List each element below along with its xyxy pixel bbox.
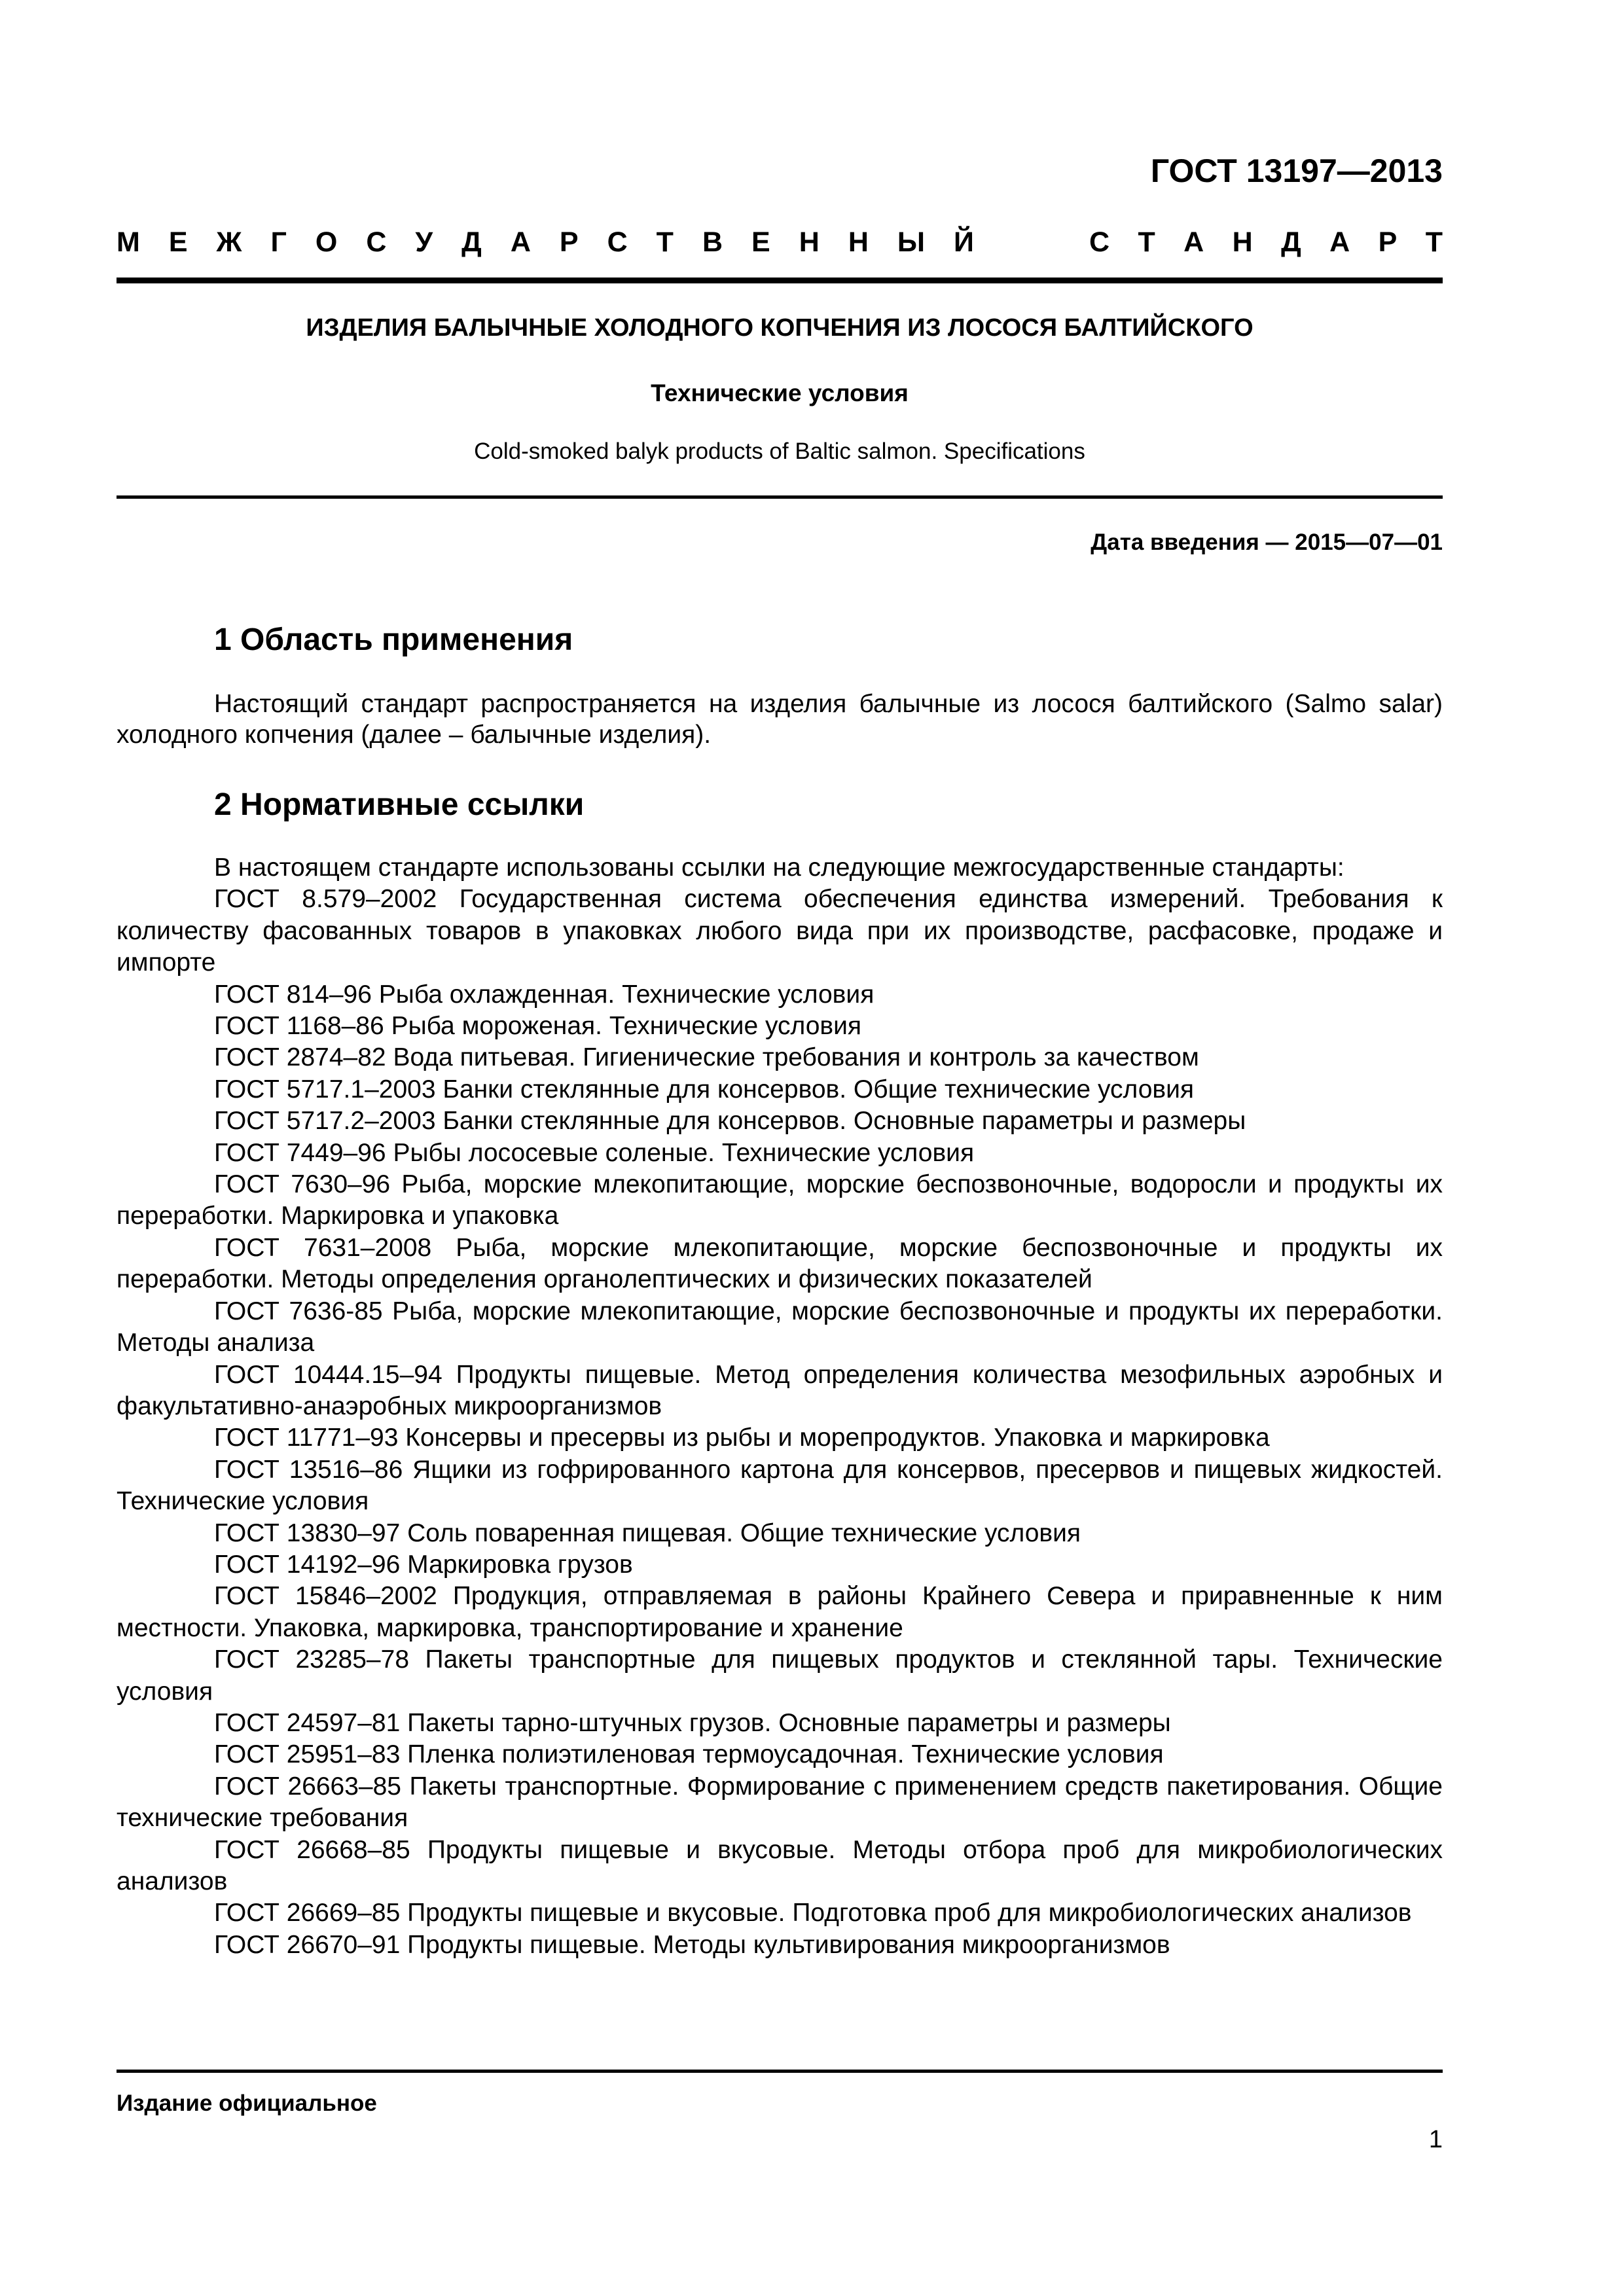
reference-item: ГОСТ 1168–86 Рыба мороженая. Технические условия [214, 1012, 862, 1041]
reference-item: ГОСТ 7630–96 Рыба, морские млекопитающие, морские беспозвоночные, водоросли и продукты их переработки. Маркировка и упаковка [117, 1170, 1443, 1230]
letter: Т [1425, 226, 1443, 258]
edition-label: Издание официальное [117, 2090, 377, 2116]
reference-item: ГОСТ 8.579–2002 Государственная система обеспечения единства измерений. Требования к количеству фасованных товаров в упаковках любого вида при их производстве, расфасовке, продаже и импорте [117, 885, 1443, 977]
title-divider [117, 495, 1443, 499]
section-1-text: Настоящий стандарт распространяется на изделия балычные из лосося балтийского (Salmo salar) холодного копчения (далее – балычные изделия). [117, 690, 1443, 749]
reference-item: ГОСТ 7449–96 Рыбы лососевые соленые. Технические условия [214, 1138, 975, 1167]
letter: Н [1232, 226, 1253, 258]
letter: А [1329, 226, 1350, 258]
letter: А [1183, 226, 1204, 258]
standard-word [1089, 226, 1443, 259]
interstate-standard-label [117, 226, 1443, 259]
letter: У [415, 226, 433, 258]
letter: Д [461, 226, 482, 258]
letter: О [315, 226, 338, 258]
reference-item: ГОСТ 14192–96 Маркировка грузов [214, 1550, 633, 1579]
reference-item: ГОСТ 13516–86 Ящики из гофрированного картона для консервов, пресервов и пищевых жидкостей. Технические условия [117, 1455, 1443, 1516]
letter: С [1089, 226, 1110, 258]
references-intro: В настоящем стандарте использованы ссылки на следующие межгосударственные стандарты: [214, 853, 1344, 882]
letter: Е [751, 226, 770, 258]
page-number: 1 [1428, 2126, 1443, 2153]
letter: М [117, 226, 140, 258]
document-subtitle: Технические условия [651, 380, 909, 406]
document-title: ИЗДЕЛИЯ БАЛЫЧНЫЕ ХОЛОДНОГО КОПЧЕНИЯ ИЗ ЛОСОСЯ БАЛТИЙСКОГО [306, 314, 1254, 342]
letter: Й [954, 226, 974, 258]
letter: Е [168, 226, 188, 258]
references-list [117, 852, 1443, 1961]
letter: Д [1281, 226, 1301, 258]
reference-item: ГОСТ 5717.2–2003 Банки стеклянные для консервов. Основные параметры и размеры [214, 1107, 1246, 1136]
section-2-heading: 2 Нормативные ссылки [214, 787, 585, 822]
reference-item: ГОСТ 15846–2002 Продукция, отправляемая в районы Крайнего Севера и приравненные к ним местности. Упаковка, маркировка, транспортирование и хранение [117, 1582, 1443, 1642]
letter: Ы [897, 226, 926, 258]
interstate-word [117, 226, 974, 259]
letter: Т [1138, 226, 1155, 258]
letter: В [702, 226, 723, 258]
letter: С [366, 226, 387, 258]
reference-item: ГОСТ 26669–85 Продукты пищевые и вкусовые. Подготовка проб для микробиологических анализов [214, 1899, 1412, 1928]
reference-item: ГОСТ 814–96 Рыба охлажденная. Технические условия [214, 980, 875, 1009]
letter: А [510, 226, 531, 258]
section-1-heading: 1 Область применения [214, 622, 573, 657]
letter: Р [1378, 226, 1398, 258]
letter: Ж [216, 226, 242, 258]
reference-item: ГОСТ 26670–91 Продукты пищевые. Методы культивирования микроорганизмов [214, 1930, 1170, 1959]
header-divider [117, 278, 1443, 283]
letter: Г [270, 226, 287, 258]
document-number: ГОСТ 13197—2013 [1150, 152, 1443, 189]
footer-divider [117, 2070, 1443, 2073]
reference-item: ГОСТ 7636-85 Рыба, морские млекопитающие, морские беспозвоночные и продукты их переработки. Методы анализа [117, 1297, 1443, 1357]
reference-item: ГОСТ 23285–78 Пакеты транспортные для пищевых продуктов и стеклянной тары. Технические условия [117, 1645, 1443, 1706]
introduction-date: Дата введения — 2015—07—01 [1091, 529, 1443, 555]
letter: С [607, 226, 628, 258]
reference-item: ГОСТ 11771–93 Консервы и пресервы из рыбы и морепродуктов. Упаковка и маркировка [214, 1424, 1270, 1452]
reference-item: ГОСТ 25951–83 Пленка полиэтиленовая термоусадочная. Технические условия [214, 1740, 1164, 1769]
letter: Т [656, 226, 674, 258]
reference-item: ГОСТ 13830–97 Соль поваренная пищевая. Общие технические условия [214, 1518, 1081, 1547]
reference-item: ГОСТ 5717.1–2003 Банки стеклянные для консервов. Общие технические условия [214, 1075, 1195, 1103]
letter: Р [559, 226, 579, 258]
reference-item: ГОСТ 2874–82 Вода питьевая. Гигиенические требования и контроль за качеством [214, 1043, 1199, 1072]
reference-item: ГОСТ 24597–81 Пакеты тарно-штучных грузов. Основные параметры и размеры [214, 1708, 1171, 1737]
document-title-english: Cold-smoked balyk products of Baltic salmon. Specifications [474, 439, 1085, 464]
reference-item: ГОСТ 7631–2008 Рыба, морские млекопитающие, морские беспозвоночные и продукты их переработки. Методы определения органолептических и физических показателей [117, 1233, 1443, 1294]
reference-item: ГОСТ 26663–85 Пакеты транспортные. Формирование с применением средств пакетирования. Общие технические требования [117, 1772, 1443, 1833]
letter: Н [848, 226, 869, 258]
letter: Н [799, 226, 820, 258]
reference-item: ГОСТ 26668–85 Продукты пищевые и вкусовые. Методы отбора проб для микробиологических анализов [117, 1835, 1443, 1895]
reference-item: ГОСТ 10444.15–94 Продукты пищевые. Метод определения количества мезофильных аэробных и факультативно-анаэробных микроорганизмов [117, 1360, 1443, 1420]
